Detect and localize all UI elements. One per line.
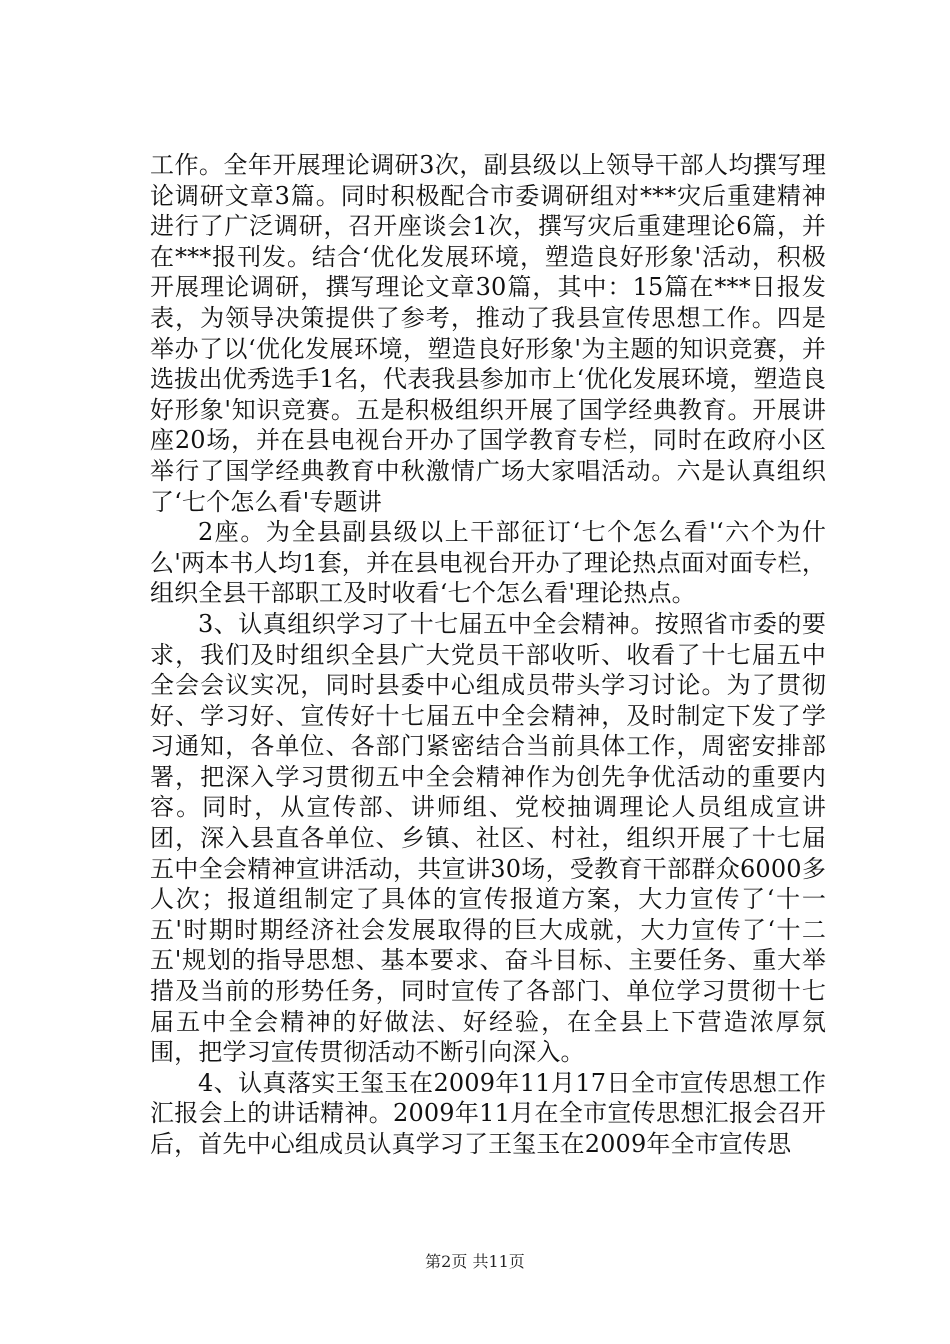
paragraph-4: 4、认真落实王玺玉在2009年11月17日全市宣传思想工作汇报会上的讲话精神。2009年11月在全市宣传思想汇报会召开后，首先中心组成员认真学习了王玺玉在2009年全市宣传思	[150, 1068, 826, 1158]
document-body	[150, 150, 826, 1160]
page-footer: 第2页 共11页	[425, 1252, 525, 1271]
paragraph-2: 2座。为全县副县级以上干部征订‘七个怎么看'‘六个为什么'两本书人均1套，并在县电视台开办了理论热点面对面专栏，组织全县干部职工及时收看‘七个怎么看'理论热点。	[150, 518, 826, 608]
paragraph-continuation: 工作。全年开展理论调研3次，副县级以上领导干部人均撰写理论调研文章3篇。同时积极配合市委调研组对***灾后重建精神进行了广泛调研，召开座谈会1次，撰写灾后重建理论6篇，并在***报刊发。结合‘优化发展环境，塑造良好形象'活动，积极开展理论调研，撰写理论文章30篇，其中：15篇在***日报发表，为领导决策提供了参考，推动了我县宣传思想工作。四是举办了以‘优化发展环境，塑造良好形象'为主题的知识竞赛，并选拔出优秀选手1名，代表我县参加市上‘优化发展环境，塑造良好形象'知识竞赛。五是积极组织开展了国学经典教育。开展讲座20场，并在县电视台开办了国学教育专栏，同时在政府小区举行了国学经典教育中秋激情广场大家唱活动。六是认真组织了‘七个怎么看'专题讲	[150, 151, 826, 516]
paragraph-3: 3、认真组织学习了十七届五中全会精神。按照省市委的要求，我们及时组织全县广大党员干部收听、收看了十七届五中全会会议实况，同时县委中心组成员带头学习讨论。为了贯彻好、学习好、宣传好十七届五中全会精神，及时制定下发了学习通知，各单位、各部门紧密结合当前具体工作，周密安排部署，把深入学习贯彻五中全会精神作为创先争优活动的重要内容。同时，从宣传部、讲师组、党校抽调理论人员组成宣讲团，深入县直各单位、乡镇、社区、村社，组织开展了十七届五中全会精神宣讲活动，共宣讲30场，受教育干部群众6000多人次；报道组制定了具体的宣传报道方案，大力宣传了‘十一五'时期时期经济社会发展取得的巨大成就，大力宣传了‘十二五'规划的指导思想、基本要求、奋斗目标、主要任务、重大举措及当前的形势任务，同时宣传了各部门、单位学习贯彻十七届五中全会精神的好做法、好经验，在全县上下营造浓厚氛围，把学习宣传贯彻活动不断引向深入。	[150, 609, 826, 1067]
